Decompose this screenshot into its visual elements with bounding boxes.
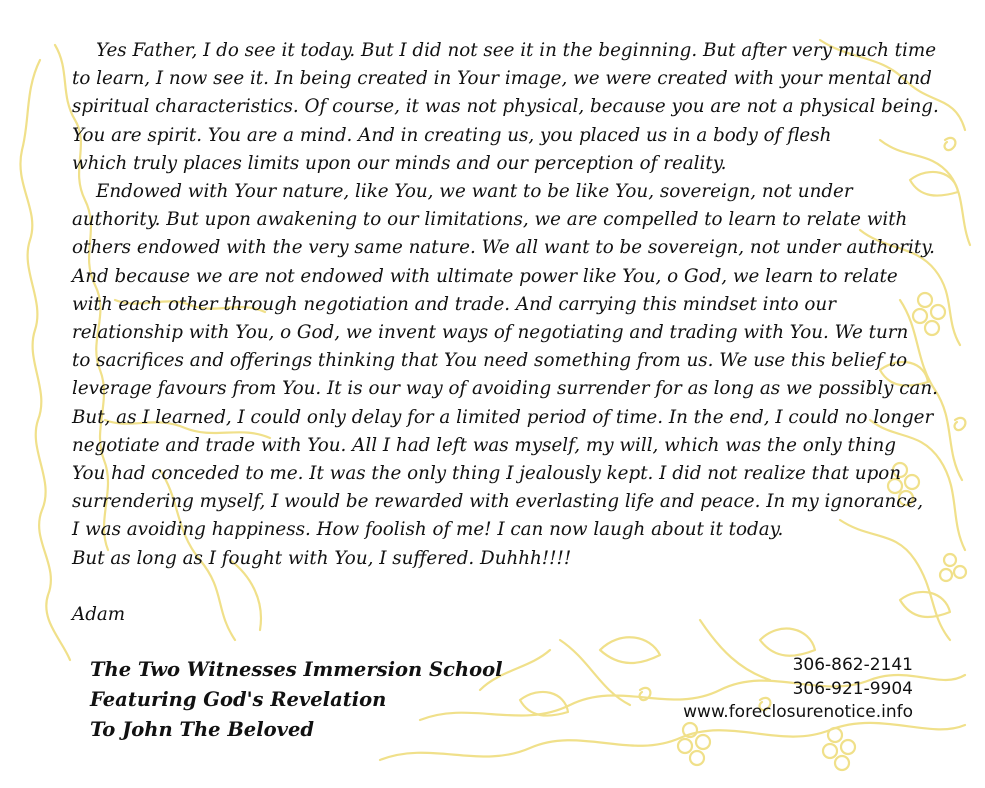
letter-line: spiritual characteristics. Of course, it was not physical, because you are not a physical being. xyxy=(72,96,939,118)
letter-line: to sacrifices and offerings thinking that You need something from us. We use this belief to xyxy=(72,350,908,372)
letter-line: relationship with You, o God, we invent ways of negotiating and trading with You. We turn xyxy=(72,322,909,344)
letter-line: authority. But upon awakening to our limitations, we are compelled to learn to relate with xyxy=(72,209,908,231)
letter-line: But as long as I fought with You, I suffered. Duhhh!!!! xyxy=(72,547,572,569)
letter-line: You had conceded to me. It was the only thing I jealously kept. I did not realize that upon xyxy=(72,463,902,485)
website-link[interactable]: www.foreclosurenotice.info xyxy=(683,702,913,722)
phone-number-2: 306-921-9904 xyxy=(792,678,913,699)
letter-line: But, as I learned, I could only delay for a limited period of time. In the end, I could no longer xyxy=(72,406,934,428)
school-title-line: Featuring God's Revelation xyxy=(90,688,387,711)
contact-block xyxy=(683,654,913,725)
letter-line: Yes Father, I do see it today. But I did not see it in the beginning. But after very much time xyxy=(96,40,937,61)
letter-line: And because we are not endowed with ultimate power like You, o God, we learn to relate xyxy=(72,265,898,287)
letter-body xyxy=(72,37,952,629)
school-title-line: To John The Beloved xyxy=(90,718,315,741)
letter-line: with each other through negotiation and trade. And carrying this mindset into our xyxy=(72,293,836,315)
letter-line: leverage favours from You. It is our way of avoiding surrender for as long as we possibly can. xyxy=(72,378,938,400)
letter-line: surrendering myself, I would be rewarded with everlasting life and peace. In my ignorance, xyxy=(72,491,924,513)
phone-number-1: 306-862-2141 xyxy=(792,655,913,675)
letter-line: You are spirit. You are a mind. And in creating us, you placed us in a body of flesh xyxy=(72,124,832,146)
letter-line: Endowed with Your nature, like You, we want to be like You, sovereign, not under xyxy=(96,181,853,203)
letter-line: I was avoiding happiness. How foolish of me! I can now laugh about it today. xyxy=(72,519,784,541)
letter-line: negotiate and trade with You. All I had left was myself, my will, which was the only thing xyxy=(72,434,896,456)
school-title-block xyxy=(90,655,503,745)
school-title-line: The Two Witnesses Immersion School xyxy=(90,658,503,681)
letter-line: which truly places limits upon our minds and our perception of reality. xyxy=(72,152,727,174)
letter-line: others endowed with the very same nature. We all want to be sovereign, not under authority. xyxy=(72,237,935,259)
signature: Adam xyxy=(72,604,126,626)
letter-line: to learn, I now see it. In being created in Your image, we were created with your mental and xyxy=(72,68,932,90)
